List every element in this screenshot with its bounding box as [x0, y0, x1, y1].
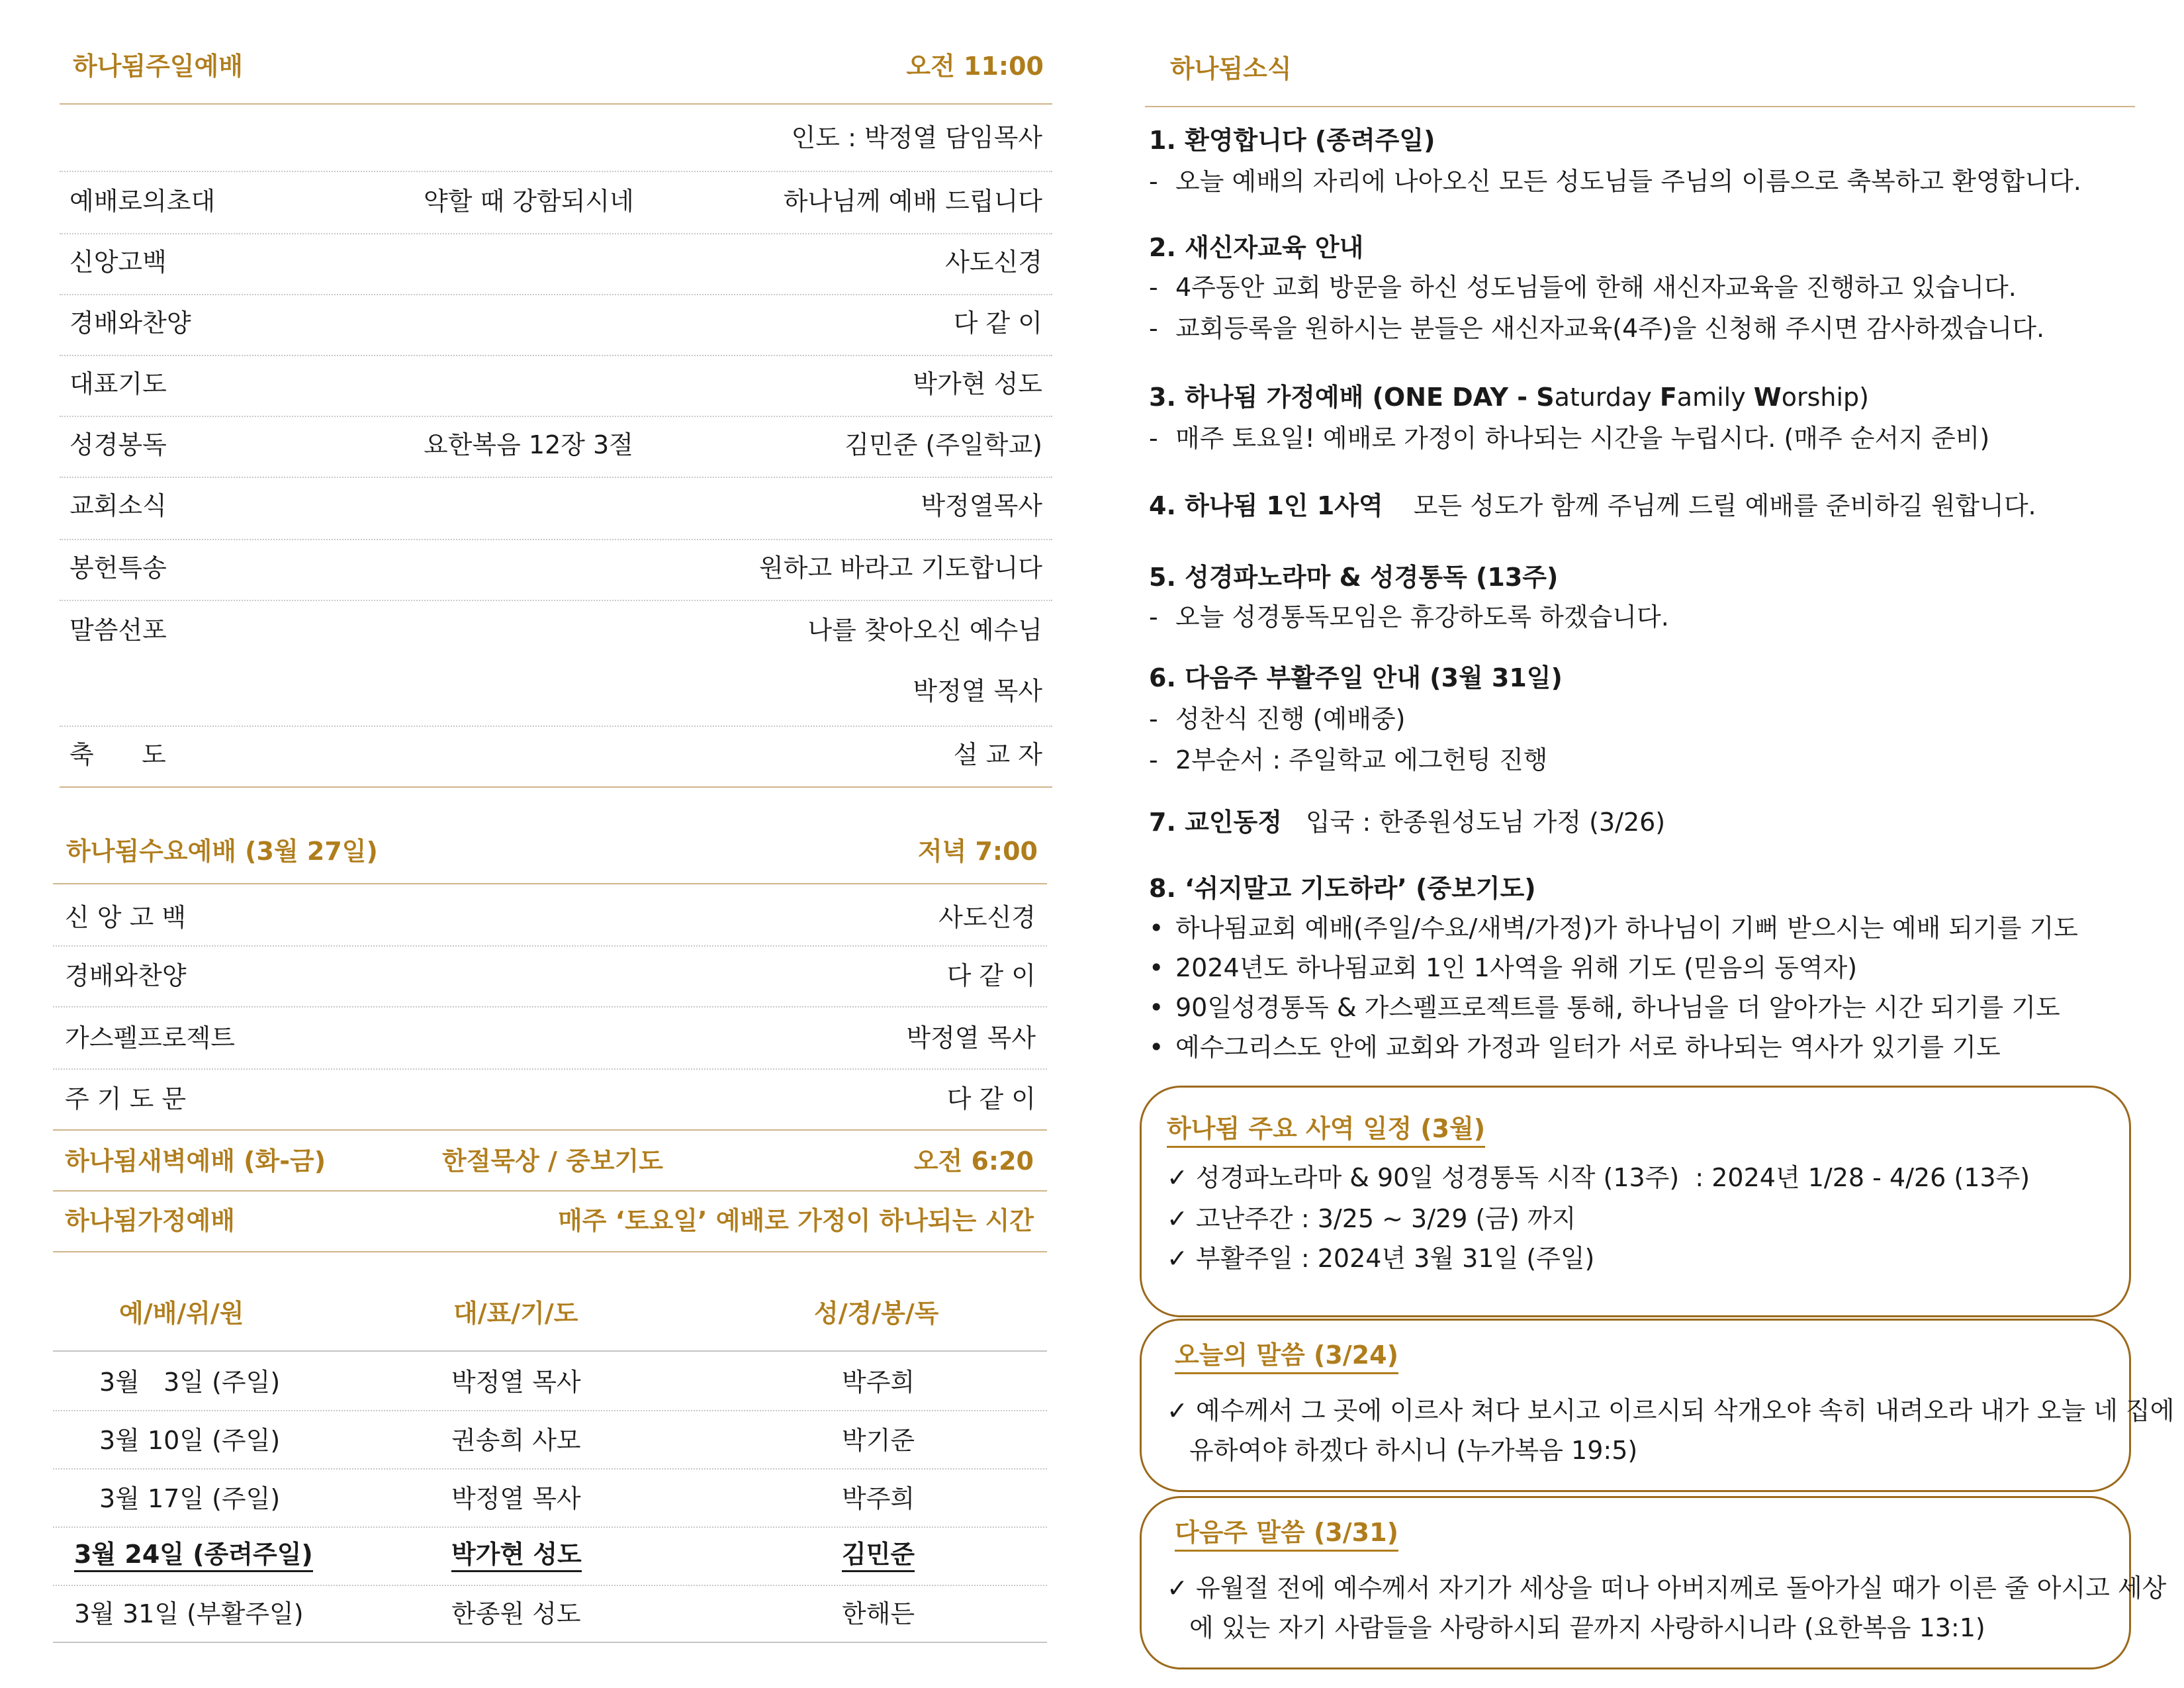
order-label: 가스펠프로젝트 — [65, 1023, 235, 1053]
news-line-text: 90일성경통독 & 가스펠프로젝트를 통해, 하나님을 더 알아가는 시간 되기를 기도 — [1175, 993, 2060, 1022]
next-word-line: 에 있는 자기 사람들을 사랑하시되 끝까지 사랑하시니라 (요한복음 13:1) — [1189, 1613, 1985, 1642]
order-right: 박가현 성도 — [913, 369, 1042, 399]
order-right: 설 교 자 — [953, 740, 1042, 769]
check-icon: ✓ — [1167, 1244, 1196, 1273]
dash-icon: - — [1149, 273, 1158, 302]
divider — [53, 1006, 1047, 1008]
order-label: 축 도 — [69, 740, 166, 769]
dawn-service-time: 오전 6:20 — [913, 1147, 1034, 1176]
today-word-title — [1175, 1339, 1398, 1371]
schedule-box — [1140, 1086, 2131, 1317]
order-label: 주 기 도 문 — [65, 1084, 187, 1113]
news-line — [1149, 422, 1989, 454]
divider — [53, 1129, 1047, 1131]
news-line — [1149, 601, 1669, 633]
news-inline-item — [1149, 806, 1665, 838]
next-word-box — [1140, 1496, 2167, 1669]
dash-icon: - — [1149, 745, 1158, 774]
roster-date: 3월 17일 (주일) — [99, 1484, 281, 1513]
sunday-service-title: 하나됨주일예배 — [73, 52, 243, 81]
news-line-text: 성찬식 진행 (예배중) — [1175, 704, 1406, 733]
dawn-service-title: 하나됨새벽예배 (화-금) — [65, 1147, 326, 1176]
divider — [60, 416, 1052, 417]
roster-reading: 김민준 — [842, 1540, 915, 1572]
news-heading: 4. 하나됨 1인 1사역 — [1149, 491, 1383, 520]
check-icon: ✓ — [1167, 1573, 1196, 1603]
prayer-bullet — [1149, 1031, 2001, 1063]
order-label: 성경봉독 — [69, 430, 167, 459]
schedule-item-text: 부활주일 : 2024년 3월 31일 (주일) — [1195, 1244, 1595, 1273]
next-word-line — [1167, 1572, 2166, 1604]
check-icon: ✓ — [1167, 1204, 1196, 1233]
family-service-note: 매주 ‘토요일’ 예배로 가정이 하나되는 시간 — [557, 1206, 1034, 1235]
today-word-box — [1140, 1319, 2175, 1492]
divider — [60, 171, 1052, 172]
order-right: 박정열목사 — [921, 491, 1042, 520]
news-line-text: 2024년도 하나됨교회 1인 1사역을 위해 기도 (믿음의 동역자) — [1175, 953, 1858, 982]
news-title: 하나됨소식 — [1170, 54, 1292, 83]
divider — [53, 1251, 1047, 1252]
order-label: 경배와찬양 — [65, 961, 187, 990]
sunday-leader: 인도 : 박정열 담임목사 — [791, 123, 1042, 152]
schedule-title — [1167, 1113, 1485, 1145]
news-line-text: 2부순서 : 주일학교 에그헌팅 진행 — [1175, 745, 1548, 774]
bullet-icon: • — [1149, 993, 1164, 1022]
roster-header-worship: 예/배/위/원 — [119, 1299, 244, 1328]
divider — [60, 786, 1052, 788]
order-label: 신앙고백 — [69, 248, 167, 277]
divider — [53, 1468, 1047, 1470]
bullet-icon: • — [1149, 953, 1164, 982]
order-label: 대표기도 — [69, 369, 167, 399]
roster-prayer: 박가현 성도 — [451, 1540, 582, 1572]
divider — [60, 600, 1052, 601]
roster-prayer: 박정열 목사 — [451, 1368, 581, 1397]
news-heading: 5. 성경파노라마 & 성경통독 (13주) — [1149, 563, 1559, 592]
divider — [1145, 106, 2135, 107]
roster-prayer-highlight — [451, 1538, 582, 1570]
roster-prayer: 박정열 목사 — [451, 1484, 581, 1513]
schedule-item — [1167, 1203, 1576, 1235]
news-heading: 3. 하나됨 가정예배 (ONE DAY - Saturday Family Worship) — [1149, 383, 1869, 412]
dash-icon: - — [1149, 602, 1158, 632]
divider — [60, 539, 1052, 540]
check-icon: ✓ — [1167, 1163, 1196, 1192]
news-line — [1149, 271, 2017, 303]
next-word-text: 유월절 전에 예수께서 자기가 세상을 떠나 아버지께로 돌아가실 때가 이른 줄 아시고 세상 — [1195, 1573, 2167, 1603]
roster-date: 3월 24일 (종려주일) — [74, 1540, 313, 1572]
today-word-text: 예수께서 그 곳에 이르사 쳐다 보시고 이르시되 삭개오야 속히 내려오라 내가 오늘 네 집에 — [1195, 1396, 2175, 1425]
order-label: 교회소식 — [69, 491, 167, 520]
news-line-text: 매주 토요일! 예배로 가정이 하나되는 시간을 누립시다. (매주 순서지 준비) — [1175, 424, 1990, 453]
divider — [60, 726, 1052, 727]
order-middle: 약할 때 강함되시네 — [424, 187, 634, 216]
order-label: 경배와찬양 — [69, 308, 191, 338]
news-inline-item — [1149, 490, 2036, 522]
divider — [53, 1642, 1047, 1643]
news-line-text: 모든 성도가 함께 주님께 드릴 예배를 준비하길 원합니다. — [1413, 491, 2036, 520]
news-heading: 6. 다음주 부활주일 안내 (3월 31일) — [1149, 663, 1563, 692]
news-line — [1149, 312, 2044, 344]
next-word-title-text: 다음주 말씀 (3/31) — [1175, 1518, 1398, 1552]
order-right: 다 같 이 — [946, 961, 1036, 990]
dash-icon: - — [1149, 424, 1158, 453]
bullet-icon: • — [1149, 1033, 1164, 1062]
bullet-icon: • — [1149, 914, 1164, 943]
roster-header-prayer: 대/표/기/도 — [453, 1299, 578, 1328]
order-label: 말씀선포 — [69, 616, 167, 645]
divider — [53, 1585, 1047, 1586]
today-word-line: 유하여야 하겠다 하시니 (누가복음 19:5) — [1189, 1436, 1638, 1465]
news-line-text: 오늘 예배의 자리에 나아오신 모든 성도님들 주님의 이름으로 축복하고 환영합니다. — [1175, 167, 2081, 196]
order-right: 박정열 목사 — [906, 1023, 1036, 1053]
divider — [60, 103, 1052, 105]
dash-icon: - — [1149, 704, 1158, 733]
wednesday-service-time: 저녁 7:00 — [917, 837, 1038, 866]
prayer-bullet — [1149, 912, 2078, 944]
prayer-bullet — [1149, 992, 2060, 1023]
roster-reading-highlight — [842, 1538, 915, 1570]
roster-reading: 박주희 — [842, 1368, 915, 1397]
roster-reading: 박주희 — [842, 1484, 915, 1513]
news-heading: 7. 교인동정 — [1149, 808, 1282, 837]
order-label: 예배로의초대 — [69, 187, 216, 216]
order-right: 다 같 이 — [946, 1084, 1036, 1113]
divider — [53, 1410, 1047, 1411]
family-service-title: 하나됨가정예배 — [65, 1206, 235, 1235]
order-right: 사도신경 — [938, 903, 1036, 932]
roster-reading: 한해든 — [842, 1599, 915, 1628]
divider — [60, 477, 1052, 478]
order-right: 나를 찾아오신 예수님 — [807, 616, 1042, 645]
dash-icon: - — [1149, 167, 1158, 196]
prayer-bullet — [1149, 952, 1857, 984]
sunday-service-time: 오전 11:00 — [906, 52, 1044, 81]
news-line-text: 입국 : 한종원성도님 가정 (3/26) — [1305, 808, 1666, 837]
next-word-title — [1175, 1517, 1398, 1548]
order-right: 하나님께 예배 드립니다 — [783, 187, 1042, 216]
news-line-text: 4주동안 교회 방문을 하신 성도님들에 한해 새신자교육을 진행하고 있습니다. — [1175, 273, 2017, 302]
order-right: 사도신경 — [945, 248, 1042, 277]
schedule-item-text: 성경파노라마 & 90일 성경통독 시작 (13주) : 2024년 1/28 - 4/26 (13주) — [1195, 1163, 2030, 1192]
news-heading: 2. 새신자교육 안내 — [1149, 233, 1364, 262]
roster-prayer: 한종원 성도 — [451, 1599, 581, 1628]
order-right: 원하고 바라고 기도합니다 — [759, 553, 1042, 583]
today-word-title-text: 오늘의 말씀 (3/24) — [1175, 1340, 1398, 1374]
roster-date-highlight — [74, 1538, 313, 1570]
roster-prayer: 권송희 사모 — [451, 1426, 581, 1455]
news-line-text: 하나됨교회 예배(주일/수요/새벽/가정)가 하나님이 기뻐 받으시는 예배 되기를 기도 — [1175, 914, 2078, 943]
order-middle: 요한복음 12장 3절 — [424, 430, 633, 459]
order-label: 봉헌특송 — [69, 553, 167, 583]
news-line — [1149, 744, 1548, 776]
schedule-item — [1167, 1162, 2030, 1194]
dash-icon: - — [1149, 314, 1158, 343]
divider — [60, 294, 1052, 295]
dawn-service-middle: 한절묵상 / 중보기도 — [442, 1147, 664, 1176]
roster-date: 3월 31일 (부활주일) — [74, 1599, 304, 1628]
divider — [60, 233, 1052, 234]
order-right: 박정열 목사 — [913, 677, 1042, 706]
divider — [53, 1068, 1047, 1070]
today-word-line — [1167, 1395, 2174, 1427]
divider — [53, 945, 1047, 947]
check-icon: ✓ — [1167, 1396, 1196, 1425]
news-line — [1149, 703, 1405, 735]
divider — [53, 1190, 1047, 1192]
divider — [53, 883, 1047, 884]
order-right: 다 같 이 — [953, 308, 1042, 338]
news-line-text: 교회등록을 원하시는 분들은 새신자교육(4주)을 신청해 주시면 감사하겠습니다. — [1175, 314, 2045, 343]
schedule-item-text: 고난주간 : 3/25 ~ 3/29 (금) 까지 — [1195, 1204, 1576, 1233]
divider — [53, 1350, 1047, 1352]
roster-reading: 박기준 — [842, 1426, 915, 1455]
news-heading: 1. 환영합니다 (종려주일) — [1149, 126, 1435, 155]
divider — [60, 355, 1052, 356]
roster-date: 3월 10일 (주일) — [99, 1426, 281, 1455]
news-line-text: 예수그리스도 안에 교회와 가정과 일터가 서로 하나되는 역사가 있기를 기도 — [1175, 1033, 2001, 1062]
schedule-title-text: 하나됨 주요 사역 일정 (3월) — [1167, 1114, 1485, 1148]
news-line — [1149, 165, 2081, 197]
order-right: 김민준 (주일학교) — [844, 430, 1042, 459]
roster-date: 3월 3일 (주일) — [99, 1368, 281, 1397]
news-heading: 8. ‘쉬지말고 기도하라’ (중보기도) — [1149, 874, 1536, 903]
schedule-item — [1167, 1243, 1594, 1274]
roster-header-reading: 성/경/봉/독 — [814, 1299, 939, 1328]
news-line-text: 오늘 성경통독모임은 휴강하도록 하겠습니다. — [1175, 602, 1669, 632]
order-label: 신 앙 고 백 — [65, 903, 187, 932]
divider — [53, 1526, 1047, 1528]
wednesday-service-title: 하나됨수요예배 (3월 27일) — [66, 837, 378, 866]
